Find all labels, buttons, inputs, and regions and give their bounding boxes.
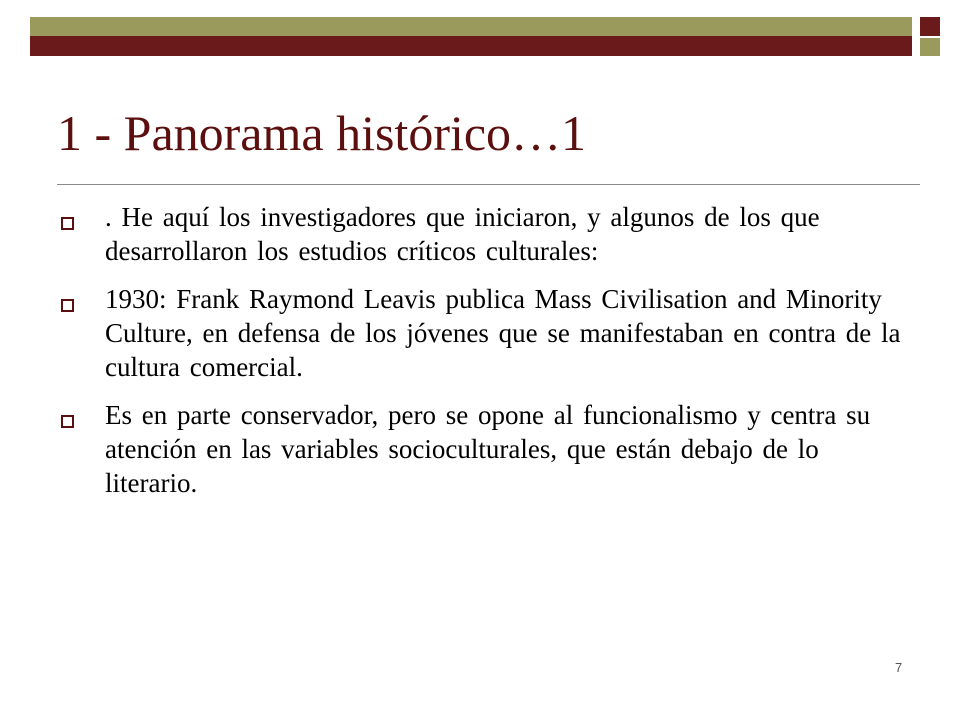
title-divider [57,184,920,185]
bullet-text: . He aquí los investigadores que iniciaron, y algunos de los que desarrollaron los estudios críticos culturales: [105,202,820,266]
hollow-square-bullet-icon [61,217,74,230]
slide-title: 1 - Panorama histórico…1 [57,105,587,161]
corner-square-olive [920,38,940,56]
hollow-square-bullet-icon [61,415,74,428]
bullet-item [61,398,911,500]
hollow-square-bullet-icon [61,299,74,312]
slide-number: 7 [895,660,903,675]
corner-square-maroon [920,17,940,36]
header-band-olive [30,17,912,36]
bullet-item [61,282,911,384]
bullet-text: Es en parte conservador, pero se opone al funcionalismo y centra su atención en las variables socioculturales, que están debajo de lo literario. [105,400,871,498]
header-band-maroon [30,36,912,56]
bullet-item [61,200,911,268]
bullet-list [61,200,911,514]
bullet-text: 1930: Frank Raymond Leavis publica Mass Civilisation and Minority Culture, en defensa de los jóvenes que se manifestaban en contra de la cultura comercial. [105,284,901,382]
